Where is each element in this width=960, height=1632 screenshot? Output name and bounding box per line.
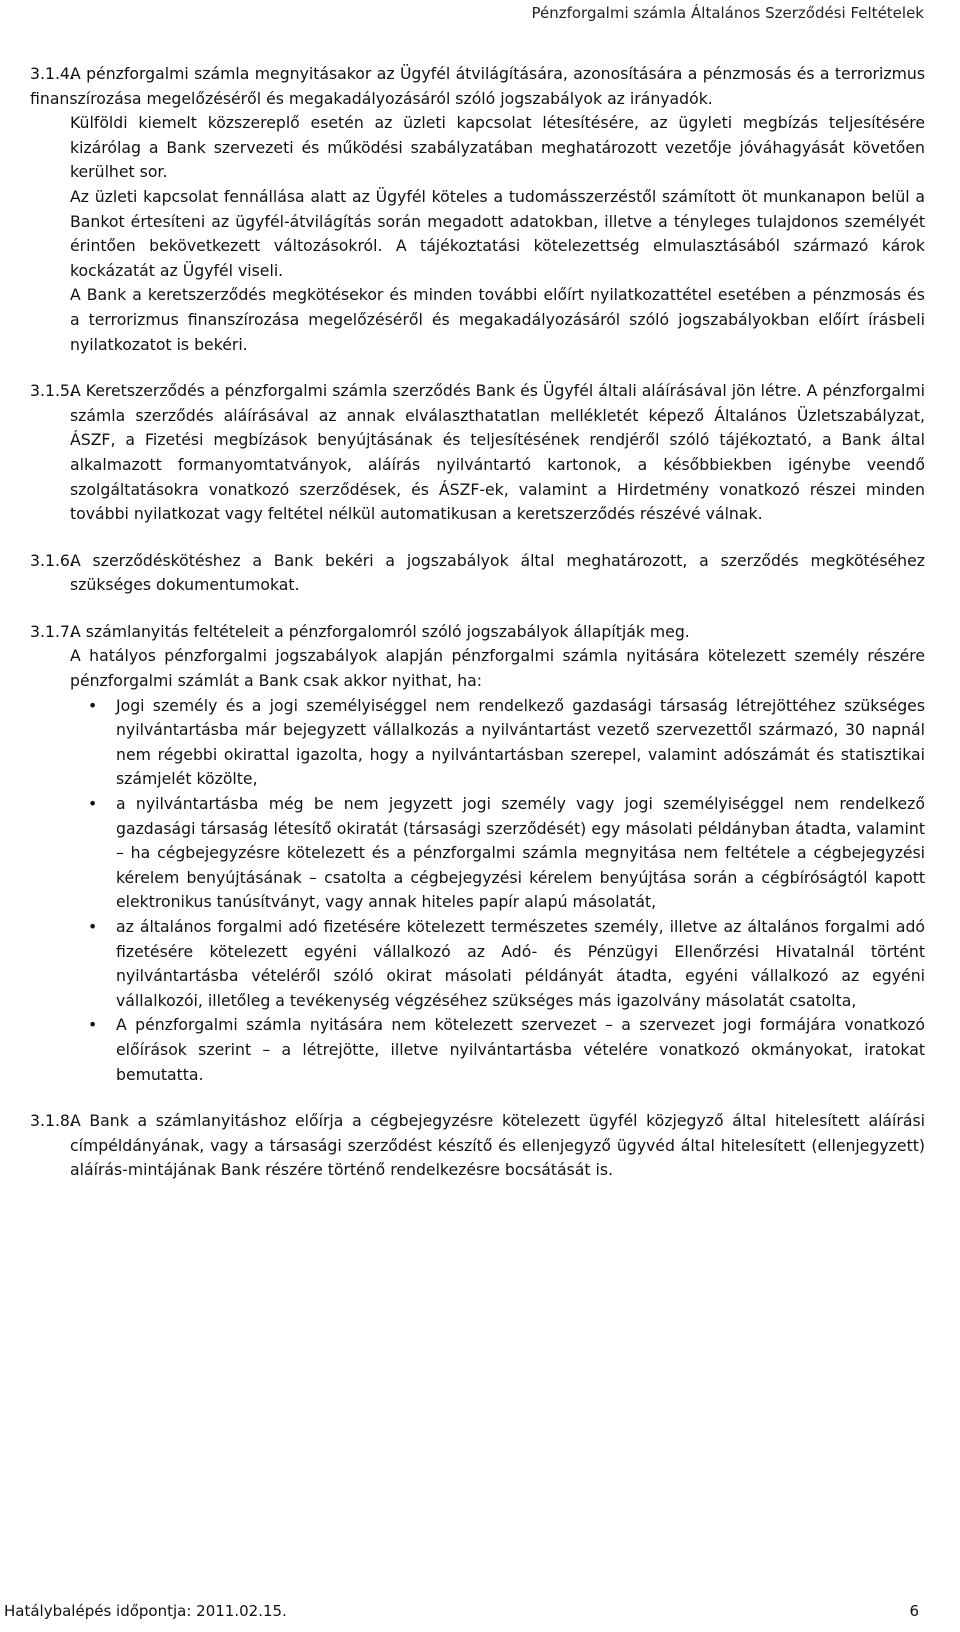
- section-3-1-7: [30, 620, 925, 1087]
- section-number: 3.1.5.: [30, 381, 75, 401]
- bullet-icon: •: [88, 1015, 98, 1035]
- paragraph: Külföldi kiemelt közszereplő esetén az üzleti kapcsolat létesítésére, az ügyleti megbízás teljesítésére kizárólag a Bank szervezeti és működési szabályzatában meghatározott vezetője jóváhagyását követően kerülhet sor.: [70, 113, 925, 182]
- section-number: 3.1.6.: [30, 550, 75, 570]
- bullet-icon: •: [88, 695, 98, 715]
- section-3-1-8: [30, 1109, 925, 1183]
- paragraph: A hatályos pénzforgalmi jogszabályok alapján pénzforgalmi számla nyitására kötelezett személy részére pénzforgalmi számlát a Bank csak akkor nyithat, ha:: [70, 646, 925, 691]
- section-number: 3.1.8.: [30, 1111, 75, 1131]
- paragraph: A Bank a keretszerződés megkötésekor és minden további előírt nyilatkozattétel esetében a pénzmosás és a terrorizmus finanszírozása megelőzéséről és megakadályozásáról szóló jogszabályokban előírt írásbeli nyilatkozatot is bekéri.: [70, 285, 925, 354]
- paragraph: A számlanyitás feltételeit a pénzforgalomról szóló jogszabályok állapítják meg.: [70, 621, 690, 641]
- list-item: [30, 915, 925, 1013]
- requirements-list: [30, 694, 925, 1088]
- list-item-text: a nyilvántartásba még be nem jegyzett jogi személy vagy jogi személyiséggel nem rendelkező gazdasági társaság létesítő okiratát (társasági szerződését) egy másolati példányban átadta, valamint – ha cégbejegyzésre kötelezett és a pénzforgalmi számla megnyitása nem feltétele a cégbejegyzési kérelem benyújtásának – csatolta a cégbejegyzési kérelem benyújtása során a cégbíróságtól kapott elektronikus tanúsítványt, vagy annak hiteles papír alapú másolatát,: [116, 794, 925, 912]
- list-item-text: az általános forgalmi adó fizetésére kötelezett természetes személy, illetve az általános forgalmi adó fizetésére kötelezett egyéni vállalkozó az Adó- és Pénzügyi Ellenőrzési Hivatalnál történt nyilvántartásba vételéről szóló okirat másolati példányát átadta, egyéni vállalkozó az egyéni vállalkozói, illetőleg a tevékenység végzéséhez szükséges más igazolvány másolatát csatolta,: [116, 917, 925, 1010]
- page-number: 6: [909, 1602, 919, 1620]
- bullet-icon: •: [88, 794, 98, 814]
- paragraph: A Keretszerződés a pénzforgalmi számla szerződés Bank és Ügyfél általi aláírásával jön létre. A pénzforgalmi számla szerződés aláírásával az annak elválaszthatatlan mellékletét képező Általános Üzletszabályzat, ÁSZF, a Fizetési megbízások benyújtásának és teljesítésének rendjéről szóló tájékoztató, a Bank által alkalmazott formanyomtatványok, aláírás nyilvántartó kartonok, a későbbiekben igénybe veendő szolgáltatásokra vonatkozó szerződések, és ÁSZF-ek, valamint a Hirdetmény vonatkozó részei minden további nyilatkozat vagy feltétel nélkül automatikusan a keretszerződés részévé válnak.: [70, 381, 925, 524]
- bullet-icon: •: [88, 917, 98, 936]
- paragraph: Az üzleti kapcsolat fennállása alatt az Ügyfél köteles a tudomásszerzéstől számított öt munkanapon belül a Bankot értesíteni az ügyfél-átvilágítás során megadott adatokban, illetve a tényleges tulajdonos személyét érintően bekövetkezett változásokról. A tájékoztatási kötelezettség elmulasztásából származó károk kockázatát az Ügyfél viseli.: [70, 186, 925, 280]
- section-number: 3.1.4.: [30, 64, 75, 83]
- list-item: [30, 1013, 925, 1087]
- list-item-text: Jogi személy és a jogi személyiséggel nem rendelkező gazdasági társaság létrejöttéhez szükséges nyilvántartásba már bejegyzett vállalkozás a nyilvántartást vezető szervezettől származó, 30 napnál nem régebbi okirattal igazolta, hogy a nyilvántartásban szerepel, valamint adószámát és statisztikai számjelét közölte,: [116, 695, 925, 789]
- effective-date: Hatálybalépés időpontja: 2011.02.15.: [4, 1602, 287, 1620]
- list-item-text: A pénzforgalmi számla nyitására nem kötelezett szervezet – a szervezet jogi formájára vonatkozó előírások szerint – a létrejötte, illetve nyilvántartásba vételére vonatkozó okmányokat, iratokat bemutatta.: [116, 1015, 925, 1084]
- section-3-1-4: [30, 62, 925, 357]
- section-3-1-6: [30, 549, 925, 598]
- running-header: Pénzforgalmi számla Általános Szerződési Feltételek: [531, 4, 924, 22]
- section-3-1-5: [30, 379, 925, 527]
- paragraph: A szerződéskötéshez a Bank bekéri a jogszabályok által meghatározott, a szerződés megkötéséhez szükséges dokumentumokat.: [70, 550, 925, 595]
- list-item: [30, 694, 925, 792]
- list-item: [30, 792, 925, 915]
- paragraph: A pénzforgalmi számla megnyitásakor az Ügyfél átvilágítására, azonosítására a pénzmosás és a terrorizmus finanszírozása megelőzéséről és megakadályozásáról szóló jogszabályok az irányadók.: [30, 64, 925, 108]
- paragraph: A Bank a számlanyitáshoz előírja a cégbejegyzésre kötelezett ügyfél közjegyző által hitelesített aláírási címpéldányának, vagy a társasági szerződést készítő és ellenjegyző ügyvéd által hitelesített (ellenjegyzett) aláírás-mintájának Bank részére történő rendelkezésre bocsátását is.: [70, 1111, 925, 1180]
- section-number: 3.1.7.: [30, 621, 75, 641]
- document-body: [30, 62, 925, 1183]
